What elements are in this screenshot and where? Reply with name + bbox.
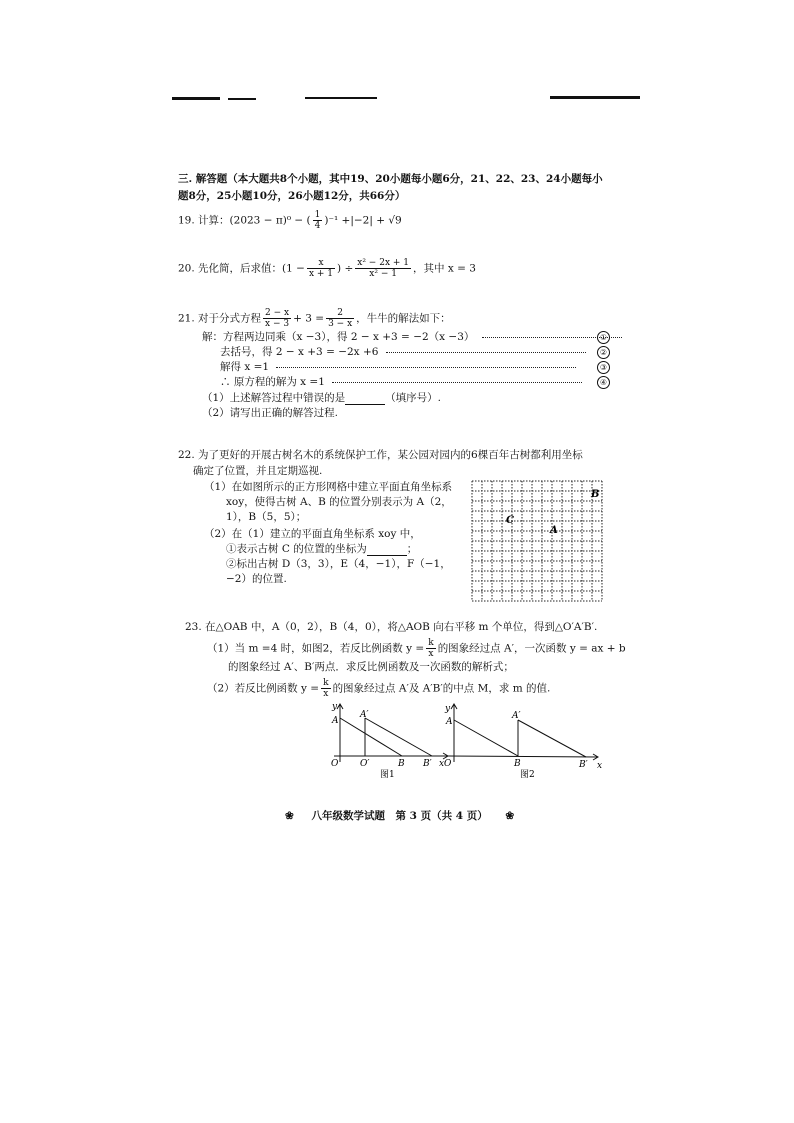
fig1-label-a: A [332,716,339,726]
triangle-oab-side [454,720,518,756]
q21-step-4: ∴ 原方程的解为 x =1 ④ [220,375,612,389]
fig1-label-x: x [439,759,445,769]
fig1-label-b: B [398,759,405,769]
fraction: $\frac{1}{4}$ [314,210,321,231]
page-footer [285,808,514,823]
footer-text: 八年级数学试题 第 3 页（共 4 页） [311,810,488,822]
fig2-label-b: B [514,759,521,769]
fig2-label-a: A [446,717,453,727]
square-grid-figure [468,477,608,609]
fraction: $\frac{2}{3 - x}$ [328,308,353,329]
answer-blank [345,394,385,405]
q23-sub1-line2: 的图象经过 A′、B′两点．求反比例函数及一次函数的解析式； [228,661,514,673]
q22-line1: 22. 为了更好的开展古树名木的系统保护工作，某公园对园内的6棵百年古树都利用坐标 [178,449,583,461]
fig2-label-o: O [444,759,452,769]
question-20: 20. 先化简，后求值：(1 − $\frac{x}{x + 1}$ ) ÷ $\frac{\text{x² − 2x + 1}}{\text{x² − 1}}$ ，其中 x = 3 [178,258,476,279]
q22-sub1-a: （1）在如图所示的正方形网格中建立平面直角坐标系 [204,481,453,493]
fraction: $\frac{\text{x² − 2x + 1}}{\text{x² − 1}}$ [357,258,410,279]
question-19: 19. 计算：(2023 − π)⁰ − ( $\frac{1}{4}$ )⁻¹ +|−2| + √9 [178,210,402,231]
fraction: $\frac{k}{x}$ [323,678,329,699]
fig2-caption: 图2 [520,770,535,780]
fig2-label-a2: A′ [512,711,521,721]
q22-sub2a: ①表示古树 C 的位置的坐标为 ； [226,543,418,555]
fig1-label-b2: B′ [423,759,432,769]
q21-step-2: 去括号，得 2 − x +3 = −2x +6 ② [220,345,612,359]
fig1-label-o2: O′ [360,759,370,769]
fig1-label-a2: A′ [360,710,369,720]
grid-lines [472,481,602,601]
section-header-line2: 题8分，25小题10分，26小题12分，共66分） [178,190,406,202]
fig1-label-o: O [331,759,339,769]
figure-2 [440,700,610,780]
q23-sub2: （2）若反比例函数 y = $\frac{k}{x}$ 的图象经过点 A′及 A′B′的中点 M，求 m 的值. [207,678,551,699]
grid-label-c: C [506,515,514,526]
fraction: $\frac{k}{x}$ [428,638,434,659]
q22-sub2b-1: ②标出古树 D（3，3），E（4，−1），F（−1， [226,558,451,570]
question-21: 21. 对于分式方程 $\frac{2 - x}{x - 3}$ + 3 = $\frac{2}{3 - x}$ ，牛牛的解法如下： [178,308,451,329]
section-header-line1: 三. 解答题（本大题共8个小题，其中19、20小题每小题6分，21、22、23、24小题每小 [178,173,603,185]
fig1-caption: 图1 [380,770,395,780]
q22-sub1-c: 1），B（5，5）； [226,511,307,523]
scan-edge-mark [305,97,377,99]
q21-step-1: 解：方程两边同乘（x −3），得 2 − x +3 = −2（x −3） ① [202,330,612,344]
scan-edge-mark [228,98,256,100]
flower-icon: ❀ [285,810,294,822]
fraction: $\frac{x}{x + 1}$ [308,258,334,279]
q22-sub1-b: xoy，使得古树 A、B 的位置分别表示为 A（2， [226,496,452,508]
q21-sub1: （1）上述解答过程中错误的是 （填序号）. [202,392,442,404]
triangle-oab2-side [518,720,586,757]
x-axis [448,756,598,757]
q22-sub2: （2）在（1）建立的平面直角坐标系 xoy 中， [204,528,421,540]
fraction: $\frac{2 - x}{x - 3}$ [265,308,290,329]
q23-sub1: （1）当 m =4 时，如图2，若反比例函数 y = $\frac{k}{x}$ 的图象经过点 A′，一次函数 y = ax + b [207,638,626,659]
fig1-label-y: y [332,702,338,712]
q21-sub2: （2）请写出正确的解答过程. [202,407,339,419]
scan-edge-mark [172,97,220,100]
grid-label-b: B [591,489,600,500]
triangle-oab-side [340,718,402,756]
figure-1 [322,700,452,780]
fig2-label-b2: B′ [579,760,588,770]
q23-line1: 23. 在△OAB 中，A（0，2），B（4，0），将△AOB 向右平移 m 个单位，得到△O′A′B′. [185,621,598,633]
answer-blank [367,545,407,556]
fig2-label-y: y [445,704,451,714]
q21-step-3: 解得 x =1 ③ [220,360,612,374]
q22-sub2b-2: −2）的位置. [226,573,287,585]
scan-edge-mark [550,96,640,99]
flower-icon: ❀ [505,810,515,822]
fig2-label-x: x [597,761,603,771]
grid-label-a: A [550,525,558,536]
triangle-oab2-side [365,718,432,756]
q22-line2: 确定了位置，并且定期巡视. [193,465,323,477]
